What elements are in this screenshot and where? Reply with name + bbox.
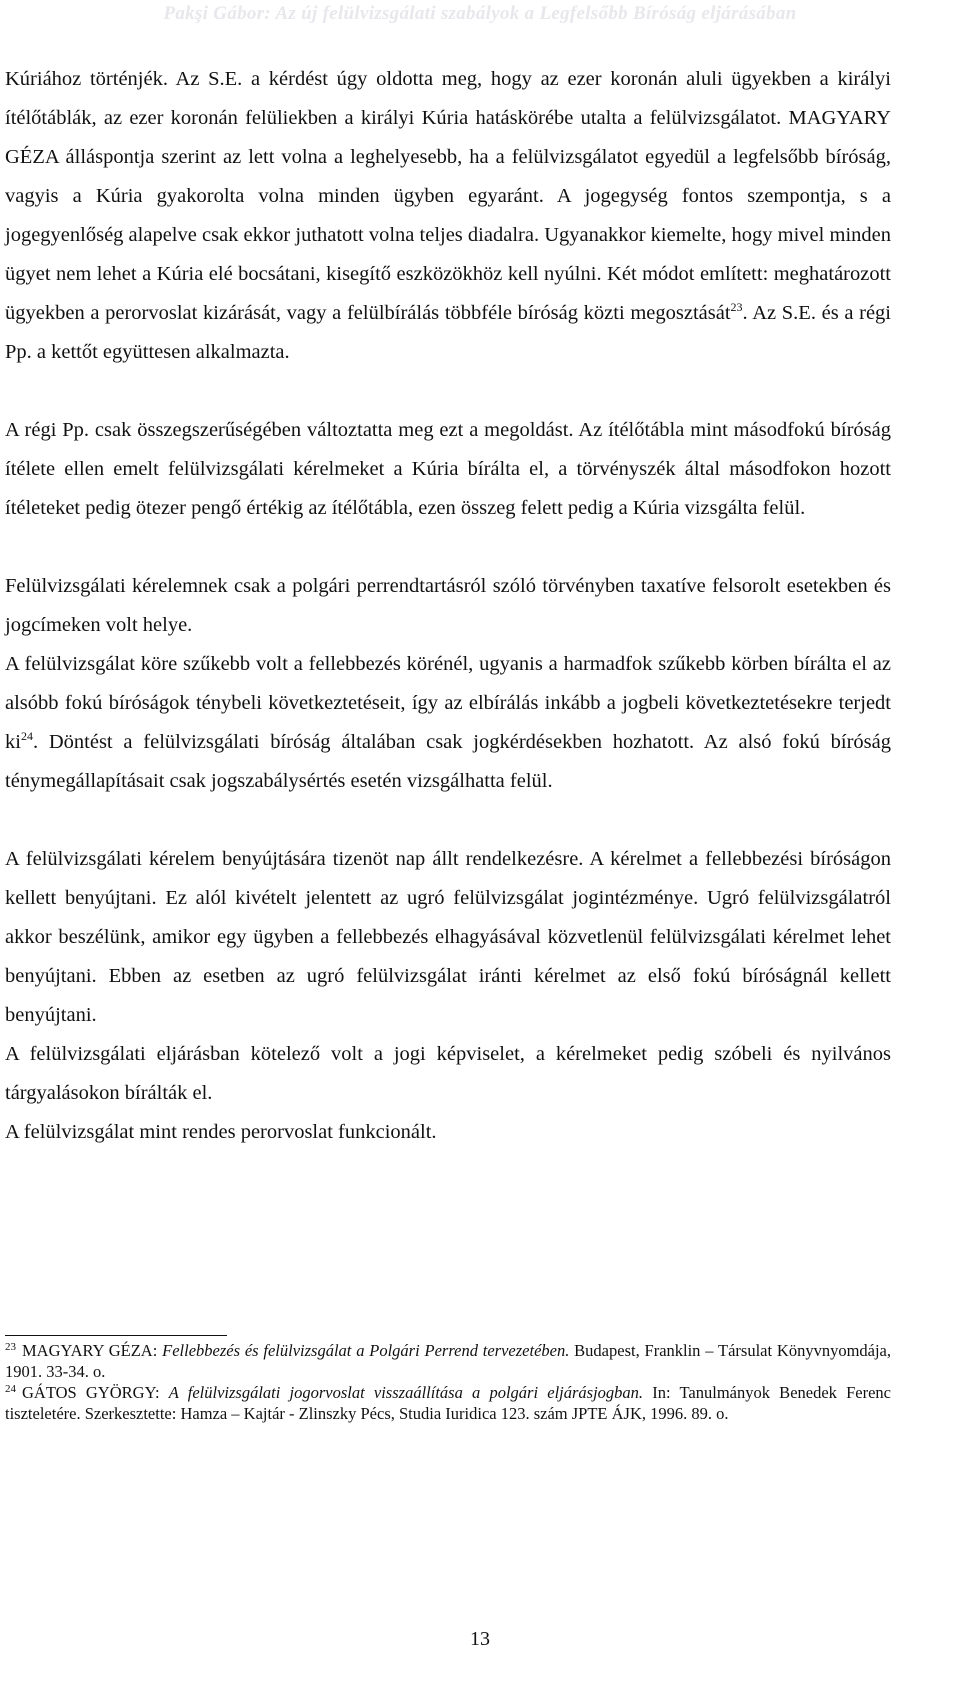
- text-run: A felülvizsgálati kérelem benyújtására tizenöt nap állt rendelkezésre. A kérelmet a fellebbezési bíróságon kellett benyújtani. Ez alól kivételt jelentett az ugró felülvizsgálat jogintézménye. Ugró felülvizsgálatról akkor beszélünk, amikor egy ügyben a fellebbezés elhagyásával közvetlenül felülvizsgálati kérelmet lehet benyújtani. Ebben az esetben az ugró felülvizsgálat iránti kérelmet az első fokú bíróságnál kellett benyújtani.: [5, 848, 891, 1026]
- paragraph-6: [5, 1035, 891, 1113]
- footnote-23: [5, 1340, 891, 1382]
- paragraph-3: [5, 567, 891, 645]
- paragraph-2: [5, 411, 891, 528]
- footnote-ref-23[interactable]: 23: [730, 300, 743, 315]
- paragraph-5: [5, 840, 891, 1035]
- paragraph-7: [5, 1113, 891, 1152]
- text-run: A felülvizsgálat köre szűkebb volt a fellebbezés körénél, ugyanis a harmadfok szűkebb körben bírálta el az alsóbb fokú bíróságok ténybeli következtetéseit, így az elbírálás inkább a jogbeli következtetésekre terjedt ki: [5, 653, 891, 753]
- text-run: A régi Pp. csak összegszerűségében változtatta meg ezt a megoldást. Az ítélőtábla mint másodfokú bíróság ítélete ellen emelt felülvizsgálati kérelmeket a Kúria bírálta el, a törvényszék által másodfokon hozott ítéleteket pedig ötezer pengő értékig az ítélőtábla, ezen összeg felett pedig a Kúria vizsgálta felül.: [5, 419, 891, 519]
- paragraph-4: [5, 645, 891, 801]
- footnote-number: 24: [5, 1382, 16, 1395]
- footnote-rest: Budapest, Franklin – Társulat Könyvnyomdája, 1901. 33-34. o.: [5, 1341, 892, 1381]
- running-title: Pakşi Gábor: Az új felülvizsgálati szabályok a Legfelsőbb Bíróság eljárásában: [163, 3, 797, 24]
- footnote-title: Fellebbezés és felülvizsgálat a Polgári Perrend tervezetében.: [162, 1341, 570, 1360]
- footnote-divider: [5, 1335, 227, 1336]
- paragraph-1: [5, 60, 891, 372]
- text-run: A felülvizsgálat mint rendes perorvoslat funkcionált.: [5, 1121, 437, 1143]
- body-text: [5, 60, 891, 1152]
- page-header: [0, 0, 960, 30]
- text-run: Kúriához történjék. Az S.E. a kérdést úgy oldotta meg, hogy az ezer koronán aluli ügyekben a királyi ítélőtáblák, az ezer koronán felüliekben a királyi Kúria hatáskörébe utalta a felülvizsgálatot. MAGYARY GÉZA álláspontja szerint az lett volna a leghelyesebb, ha a felülvizsgálatot egyedül a legfelsőbb bíróság, vagyis a Kúria gyakorolta volna minden ügyben egyaránt. A jogegység fontos szempontja, s a jogegyenlőség alapelve csak ekkor juthatott volna teljes diadalra. Ugyanakkor kiemelte, hogy mivel minden ügyet nem lehet a Kúria elé bocsátani, kisegítő eszközökhöz kell nyúlni. Két módot említett: meghatározott ügyekben a perorvoslat kizárását, vagy a felülbírálás többféle bíróság közti megosztását: [5, 68, 891, 324]
- footnotes: [5, 1340, 891, 1424]
- page-number: 13: [470, 1628, 490, 1650]
- footnote-title: A felülvizsgálati jogorvoslat visszaállítása a polgári eljárásjogban.: [168, 1383, 644, 1402]
- text-run: Felülvizsgálati kérelemnek csak a polgári perrendtartásról szóló törvényben taxatíve felsorolt esetekben és jogcímeken volt helye.: [5, 575, 891, 636]
- footnote-author: GÁTOS GYÖRGY:: [22, 1383, 169, 1402]
- text-run: . Az S.E. és a régi Pp. a kettőt együttesen alkalmazta.: [5, 302, 891, 363]
- footnote-24: [5, 1382, 891, 1424]
- text-run: . Döntést a felülvizsgálati bíróság általában csak jogkérdésekben hozhatott. Az alsó fokú bíróság ténymegállapításait csak jogszabálysértés esetén vizsgálhatta felül.: [5, 731, 891, 792]
- footnote-author: MAGYARY GÉZA:: [22, 1341, 163, 1360]
- text-run: A felülvizsgálati eljárásban kötelező volt a jogi képviselet, a kérelmeket pedig szóbeli és nyilvános tárgyalásokon bírálták el.: [5, 1043, 891, 1104]
- footnote-rest: In: Tanulmányok Benedek Ferenc tiszteletére. Szerkesztette: Hamza – Kajtár - Zlinszky Pécs, Studia Iuridica 123. szám JPTE ÁJK, 1996. 89. o.: [5, 1383, 892, 1423]
- footnote-ref-24[interactable]: 24: [20, 729, 33, 744]
- footnote-number: 23: [5, 1340, 16, 1353]
